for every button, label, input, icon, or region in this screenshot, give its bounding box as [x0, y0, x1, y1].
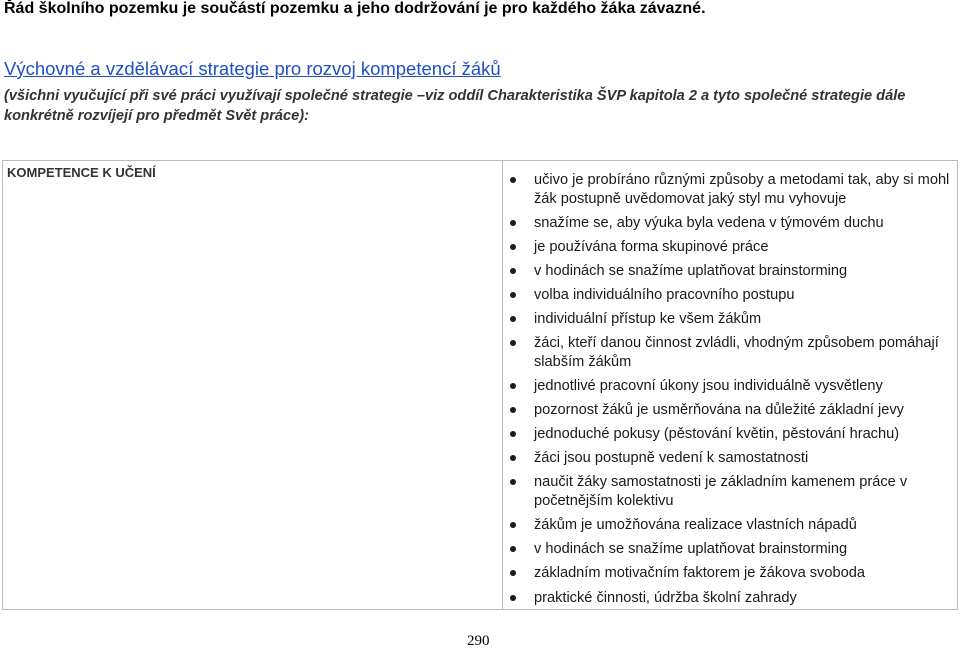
competence-title: KOMPETENCE K UČENÍ — [7, 165, 156, 180]
list-item: učivo je probíráno různými způsoby a metodami tak, aby si mohl žák postupně uvědomovat jaký styl mu vyhovuje — [503, 171, 953, 208]
list-item: praktické činnosti, údržba školní zahrady — [503, 589, 953, 608]
list-item: žáci, kteří danou činnost zvládli, vhodným způsobem pomáhají slabším žákům — [503, 334, 953, 371]
list-item: individuální přístup ke všem žákům — [503, 310, 953, 329]
rule-statement: Řád školního pozemku je součástí pozemku a jeho dodržování je pro každého žáka závazné. — [4, 0, 706, 17]
list-item: žákům je umožňována realizace vlastních nápadů — [503, 516, 953, 535]
list-item: v hodinách se snažíme uplatňovat brainstorming — [503, 540, 953, 559]
page-number: 290 — [467, 633, 490, 649]
strategy-note: (všichni vyučující při své práci využívají společné strategie –viz oddíl Charakteristika ŠVP kapitola 2 a tyto společné strategie dále konkrétně rozvíjejí pro předmět Svět práce): — [4, 88, 906, 124]
list-item: je používána forma skupinové práce — [503, 238, 953, 257]
list-item: volba individuálního pracovního postupu — [503, 286, 953, 305]
competence-list — [503, 171, 953, 613]
competence-items-cell — [503, 161, 957, 609]
list-item: v hodinách se snažíme uplatňovat brainstorming — [503, 262, 953, 281]
strategy-heading: Výchovné a vzdělávací strategie pro rozvoj kompetencí žáků — [4, 58, 501, 79]
list-item: jednotlivé pracovní úkony jsou individuálně vysvětleny — [503, 377, 953, 396]
list-item: základním motivačním faktorem je žákova svoboda — [503, 564, 953, 583]
competence-label-cell — [3, 161, 503, 609]
list-item: snažíme se, aby výuka byla vedena v týmovém duchu — [503, 214, 953, 233]
list-item: naučit žáky samostatnosti je základním kamenem práce v početnějším kolektivu — [503, 473, 953, 510]
list-item: jednoduché pokusy (pěstování květin, pěstování hrachu) — [503, 425, 953, 444]
list-item: pozornost žáků je usměrňována na důležité základní jevy — [503, 401, 953, 420]
competence-table — [2, 160, 958, 610]
list-item: žáci jsou postupně vedení k samostatnosti — [503, 449, 953, 468]
